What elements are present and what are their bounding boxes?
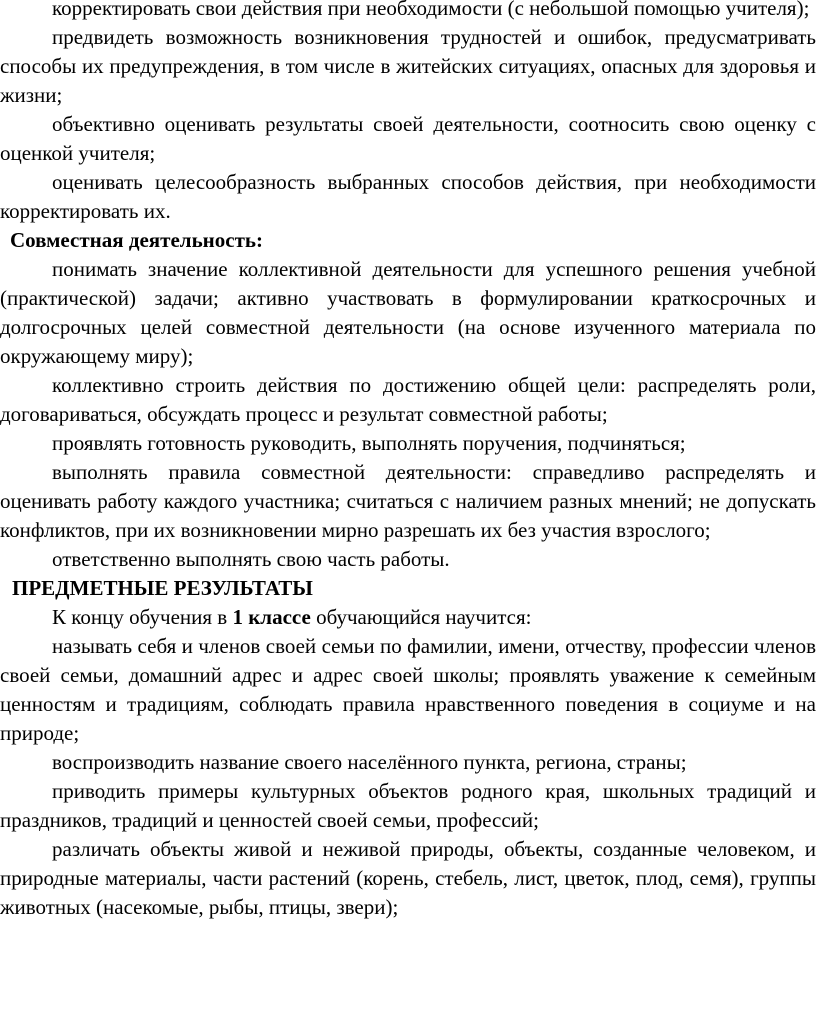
paragraph-settlement-name: воспроизводить название своего населённого пункта, региона, страны;: [52, 750, 687, 774]
paragraph-build-actions: коллективно строить действия по достижению общей цели: распределять роли, договариваться, обсуждать процесс и результат совместной работы;: [0, 373, 816, 426]
paragraph-evaluate-methods: оценивать целесообразность выбранных способов действия, при необходимости корректировать их.: [0, 170, 816, 223]
paragraph-foresee-difficulties: предвидеть возможность возникновения трудностей и ошибок, предусматривать способы их предупреждения, в том числе в житейских ситуациях, опасных для здоровья и жизни;: [0, 25, 816, 107]
paragraph-joint-rules: выполнять правила совместной деятельности: справедливо распределять и оценивать работу каждого участника; считаться с наличием разных мнений; не допускать конфликтов, при их возникновении мирно разрешать их без участия взрослого;: [0, 460, 816, 542]
paragraph-grade-intro: [0, 603, 816, 632]
paragraph-correct-actions: корректировать свои действия при необходимости (с небольшой помощью учителя);: [52, 0, 810, 20]
section-heading-joint-activity: Совместная деятельность:: [10, 228, 264, 252]
paragraph-readiness-to-lead: проявлять готовность руководить, выполнять поручения, подчиняться;: [52, 431, 686, 455]
paragraph-cultural-examples: приводить примеры культурных объектов родного края, школьных традиций и праздников, традиций и ценностей своей семьи, профессий;: [0, 779, 816, 832]
paragraph-distinguish-objects: различать объекты живой и неживой природы, объекты, созданные человеком, и природные материалы, части растений (корень, стебель, лист, цветок, плод, семя), группы животных (насекомые, рыбы, птицы, звери);: [0, 837, 816, 919]
paragraph-collective-activity: понимать значение коллективной деятельности для успешного решения учебной (практической) задачи; активно участвовать в формулировании краткосрочных и долгосрочных целей совместной деятельности (на основе изученного материала по окружающему миру);: [0, 257, 816, 368]
paragraph-name-family: называть себя и членов своей семьи по фамилии, имени, отчеству, профессии членов своей семьи, домашний адрес и адрес своей школы; проявлять уважение к семейным ценностям и традициям, соблюдать правила нравственного поведения в социуме и на природе;: [0, 634, 816, 745]
paragraph-evaluate-results: объективно оценивать результаты своей деятельности, соотносить свою оценку с оценкой учителя;: [0, 112, 816, 165]
grade-intro-after: обучающийся научится:: [310, 605, 532, 629]
paragraph-responsibility: ответственно выполнять свою часть работы.: [52, 547, 450, 571]
section-heading-subject-results: ПРЕДМЕТНЫЕ РЕЗУЛЬТАТЫ: [12, 576, 313, 600]
grade-intro-grade: 1 классе: [232, 605, 311, 629]
grade-intro-before: К концу обучения в: [52, 605, 233, 629]
